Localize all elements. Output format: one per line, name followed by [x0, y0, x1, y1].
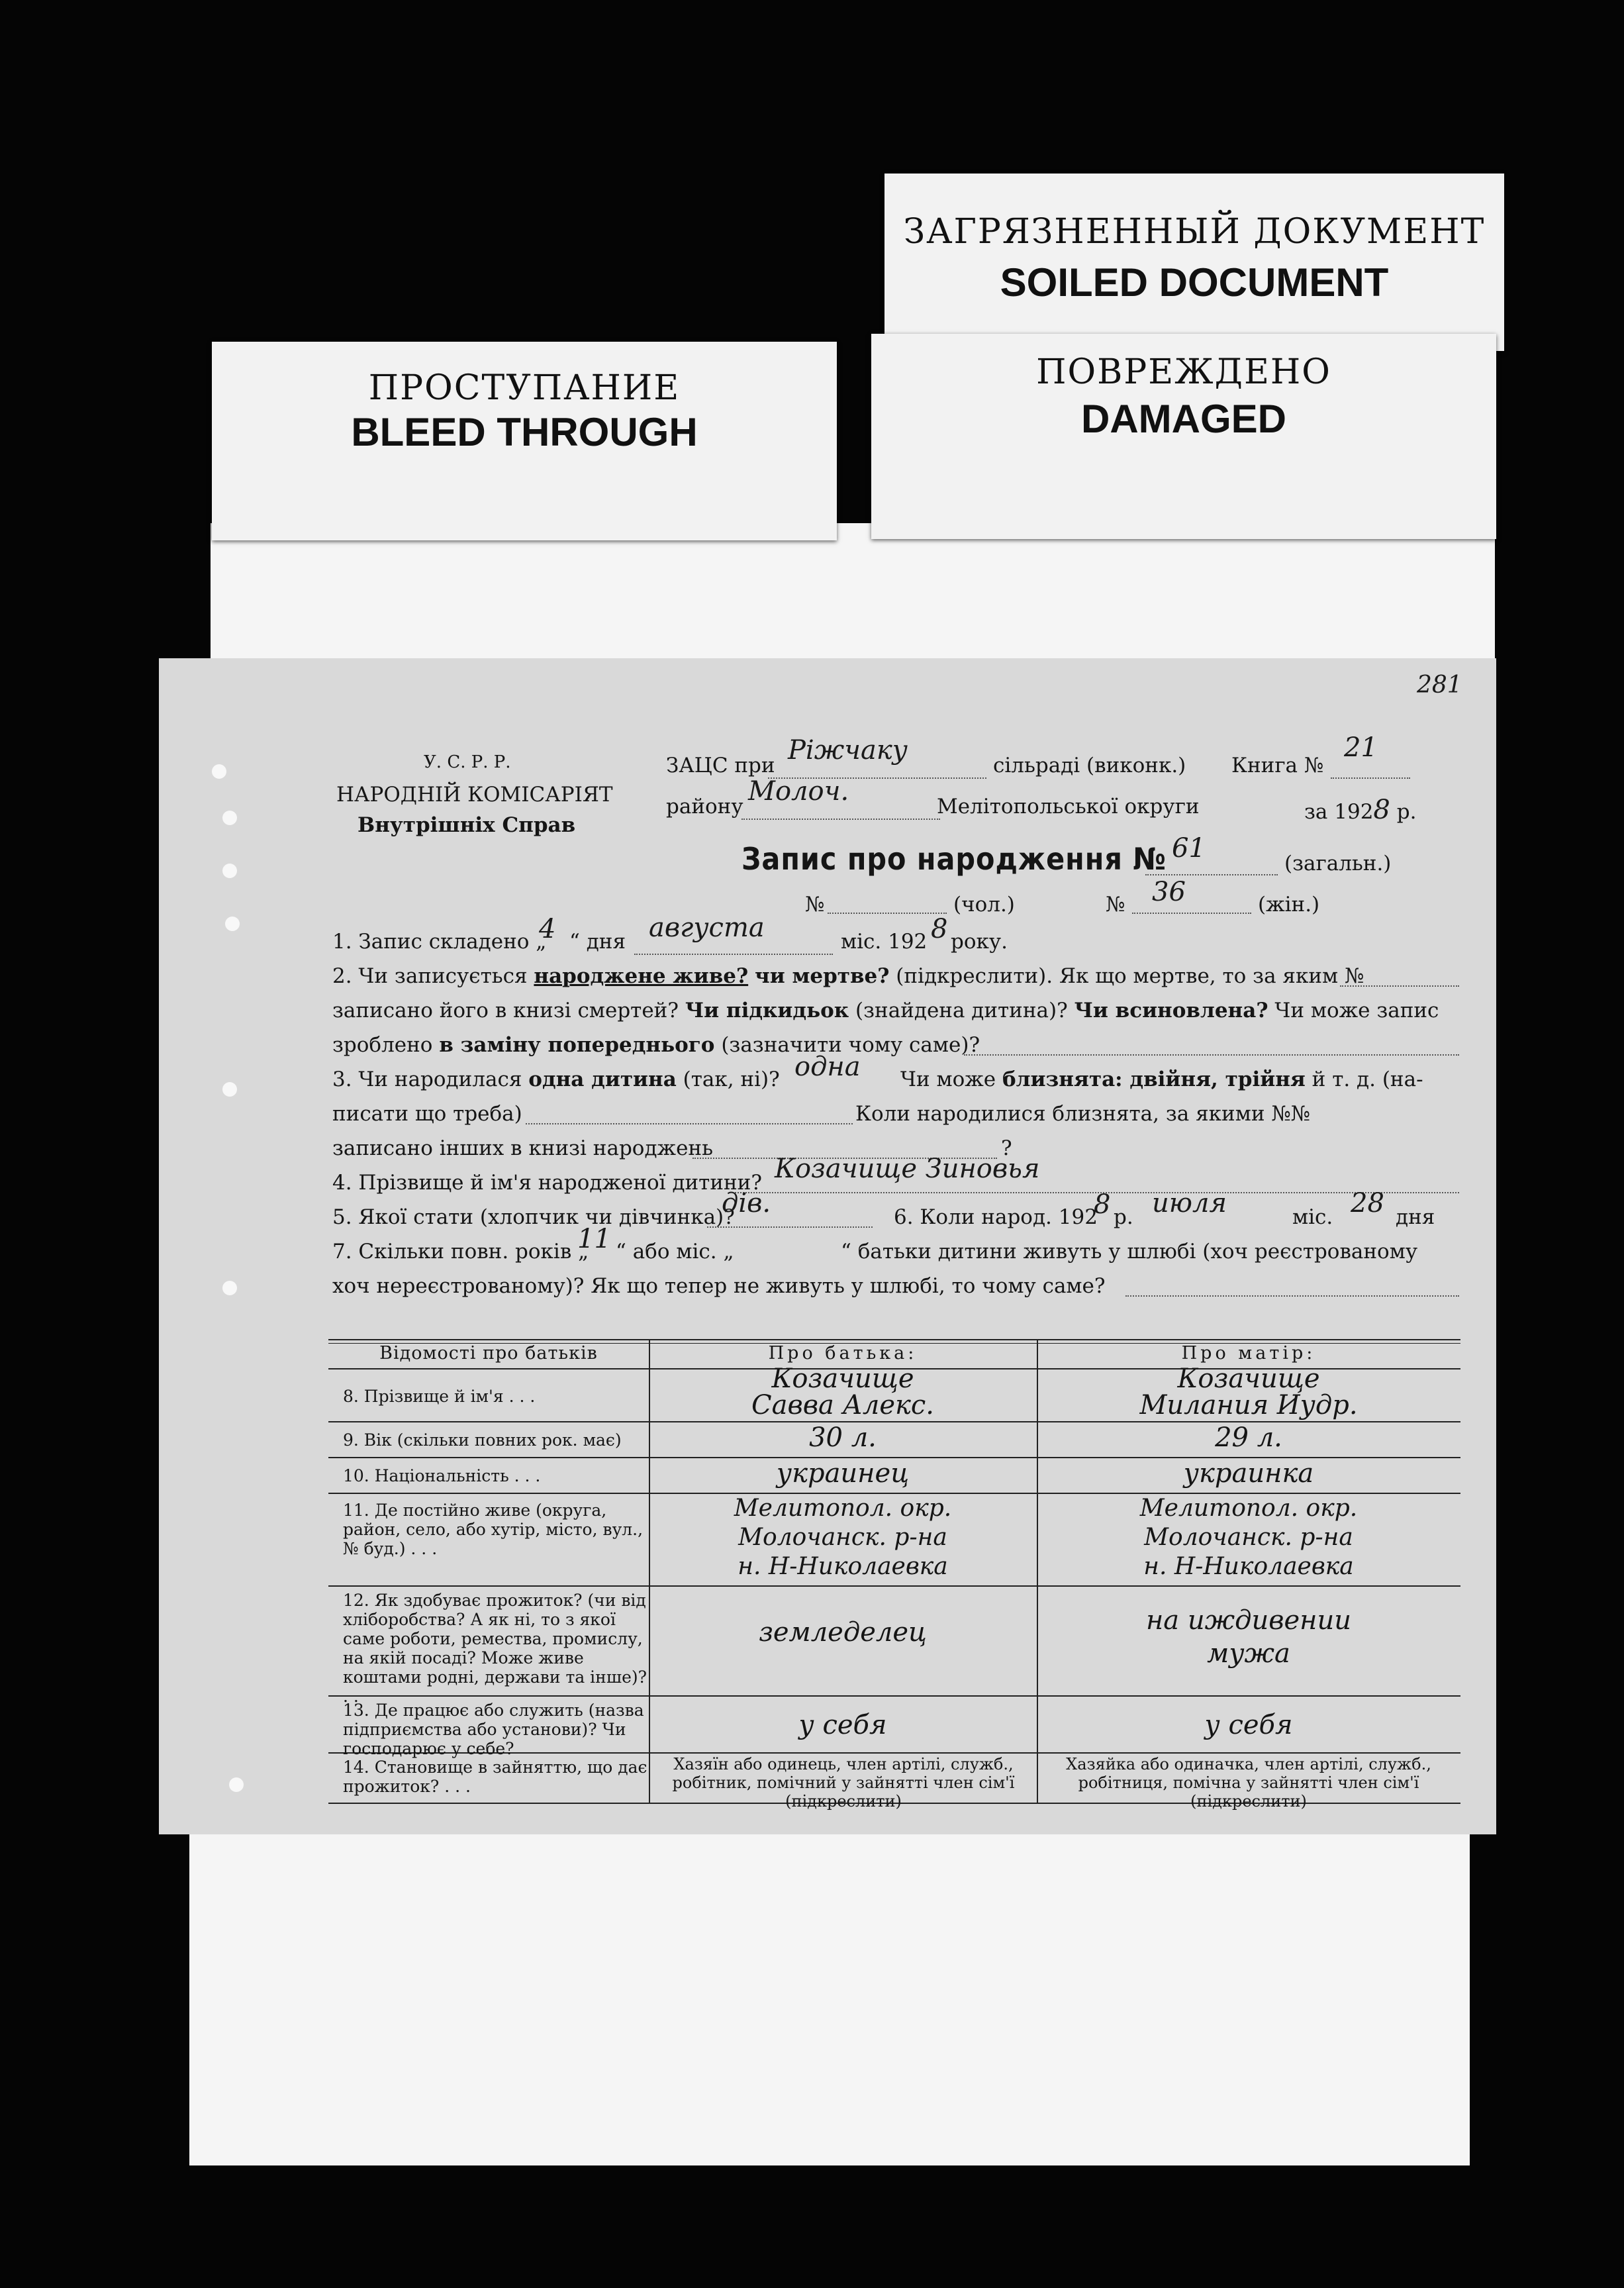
- mother-workplace: у себя: [1204, 1710, 1293, 1740]
- soiled-document-label: [884, 174, 1504, 351]
- row-label-employment: 14. Становище в зайняттю, що дає прожиток? . . .: [343, 1758, 647, 1796]
- male-suffix: (чол.): [953, 893, 1015, 917]
- damaged-label-ru: ПОВРЕЖДЕНО: [1036, 352, 1331, 392]
- q1-label: 1. Запис складено „: [332, 930, 547, 954]
- record-number-value: 61: [1172, 833, 1206, 864]
- dept-label: Внутрішніх Справ: [358, 813, 576, 837]
- year-value: 8: [1373, 795, 1390, 825]
- bleed-label-en: BLEED THROUGH: [351, 410, 698, 454]
- father-workplace: у себя: [798, 1710, 887, 1740]
- mother-employment-options: Хазяйка або одиначка, член артілі, служб., робітниця, помічна у зайнятті член сім'ї (підкреслити): [1066, 1755, 1431, 1811]
- punch-hole: [225, 917, 240, 931]
- birth-month-value: июля: [1152, 1188, 1227, 1219]
- female-number-value: 36: [1152, 877, 1186, 907]
- parents-table: [328, 1339, 1460, 1811]
- table-header-info: Відомості про батьків: [379, 1343, 598, 1364]
- male-no-label: №: [805, 893, 825, 917]
- father-residence: Мелитопол. окр. Молочанск. р-на н. Н-Николаевка: [734, 1495, 952, 1580]
- punch-hole: [212, 764, 226, 779]
- q2-text: 2. Чи записується народжене живе? чи мертве? (підкреслити). Як що мертве, то за яким №: [332, 964, 1364, 988]
- father-nationality: украинец: [776, 1458, 910, 1489]
- birth-day-value: 28: [1351, 1188, 1384, 1219]
- zags-label: ЗАЦС при: [666, 754, 775, 777]
- bottom-sheet: [189, 1815, 1470, 2165]
- commissariat-label: НАРОДНІЙ КОМІСАРІЯТ: [336, 783, 613, 807]
- mother-age: 29 л.: [1215, 1422, 1282, 1453]
- punch-hole: [222, 1082, 237, 1097]
- page-number: 281: [1417, 671, 1462, 699]
- female-suffix: (жін.): [1258, 893, 1320, 917]
- q1-year: 8: [931, 914, 948, 944]
- row-label-residence: 11. Де постійно живе (округа, район, село, або хутір, місто, вул., № буд.) . . .: [343, 1501, 644, 1558]
- child-sex-value: дів.: [722, 1188, 771, 1219]
- punch-hole: [222, 1281, 237, 1295]
- q1-month: августа: [649, 913, 765, 943]
- punch-hole: [229, 1777, 244, 1792]
- child-name-value: Козачище Зиновья: [775, 1154, 1040, 1184]
- marriage-years-value: 11: [577, 1224, 611, 1254]
- table-header-father: Про батька:: [768, 1343, 918, 1364]
- mother-name: Козачище Милания Иудр.: [1139, 1364, 1358, 1420]
- birth-record-form: 281 У. С. Р. Р. НАРОДНІЙ КОМІСАРІЯТ Внутрішніх Справ ЗАЦС при Ріжчаку сільраді (виконк.) Книга № 21 району Молоч. Мелітопольської округи за 1928 р. Запис про народження № 61 (загальн.) № (чол.) № 36 (жін.) 1. Запис складено „ 4 “ дня августа міс. 192 8 року. 2. Чи записується народжене живе? чи мертве? (підкреслити). Як що мертве, то за яким № записано його в книзі смертей? Чи підкидьок (знайдена дитина)? Чи всиновлена? Чи може запис зроблено в заміну попереднього (зазначити чому саме)? 3. Чи народилася одна дитина (так, ні)? одна Чи може близнята: двійня, трійня й т. д. (на- писати що треба) Коли народилися близнята, за якими №№ записано інших в книзі народжень ? 4. Прізвище й ім'я народженої дитини? Козачище Зиновья 5. Якої стати (хлопчик чи дівчинка)? дів. 6. Коли народ. 192 8 р. июля міс. 28 дня 7. Скільки повн. років „ 11 “ або міс. „ “ батьки дитини живуть у шлюбі (хоч реєстрованому хоч нереєстрованому)? Як що тепер не живуть у шлюбі, то чому саме? Відомості про батьків Про батька: Про матір: 8. Прізвище й ім'я . . . Козачище Савва Алекс. Козачище Милания Иудр. 9. Вік (скільки повних рок. має) 30 л. 29 л. 10. Національність . . . украинец украинка 11. Де постійно живе (округа, район, село, або хутір, місто, вул., № буд.) . . . Мелитопол. окр. Молочанск. р-на н. Н-Николаевка Мелитопол. окр. Молочанск. р-на н. Н-Николаевка 12. Як здобуває прожиток? (чи від хліборобства? А як ні, то з якої саме роботи, ремества, промислу, на якій посаді? Може живе коштами родні, держави та інше)? . . земледелец на иждивении мужа 13. Де працює або служить (назва підприємства або установи)? Чи господарює у себе? у себя у себя 14. Становище в зайняттю, що дає прожиток? . . . Хазяїн або одинець, член артілі, служб., робітник, помічний у зайнятті член сім'ї (підкреслити) Хазяйка або одиначка, член артілі, служб., робітниця, помічна у зайнятті член сім'ї (підкреслити): [159, 658, 1496, 1834]
- damaged-label-en: DAMAGED: [1081, 397, 1286, 441]
- row-label-name: 8. Прізвище й ім'я . . .: [343, 1387, 536, 1406]
- district-value: Молоч.: [748, 776, 849, 807]
- okrug-label: Мелітопольської округи: [937, 795, 1200, 819]
- mother-livelihood: на иждивении мужа: [1145, 1605, 1352, 1669]
- punch-hole: [222, 811, 237, 825]
- punch-hole: [222, 864, 237, 878]
- father-name: Козачище Савва Алекс.: [751, 1364, 934, 1420]
- soiled-label-ru: ЗАГРЯЗНЕННЫЙ ДОКУМЕНТ: [903, 212, 1486, 252]
- book-label: Книга №: [1231, 754, 1324, 777]
- damaged-label: [871, 334, 1496, 539]
- book-number-value: 21: [1344, 732, 1378, 763]
- father-employment-options: Хазяїн або одинець, член артілі, служб., робітник, помічний у зайнятті член сім'ї (підкреслити): [672, 1755, 1015, 1811]
- q1-day: 4: [539, 914, 556, 944]
- year-label: за 1928 р.: [1304, 795, 1417, 825]
- mother-residence: Мелитопол. окр. Молочанск. р-на н. Н-Николаевка: [1139, 1495, 1358, 1580]
- bleed-through-label: [212, 342, 837, 540]
- row-label-workplace: 13. Де працює або служить (назва підприємства або установи)? Чи господарює у себе?: [343, 1701, 644, 1758]
- q3-value: одна: [794, 1052, 861, 1082]
- female-no-label: №: [1106, 893, 1125, 917]
- soiled-label-en: SOILED DOCUMENT: [1000, 260, 1389, 305]
- bleed-label-ru: ПРОСТУПАНИЕ: [368, 368, 681, 408]
- table-header-mother: Про матір:: [1181, 1343, 1316, 1364]
- row-label-age: 9. Вік (скільки повних рок. має): [343, 1430, 622, 1450]
- row-label-livelihood: 12. Як здобуває прожиток? (чи від хліборобства? А як ні, то з якої саме роботи, ремества, промислу, на якій посаді? Може живе коштами родні, держави та інше)? . .: [343, 1591, 647, 1706]
- total-label: (загальн.): [1284, 852, 1392, 875]
- row-label-nationality: 10. Національність . . .: [343, 1466, 541, 1485]
- district-label: району: [666, 795, 743, 819]
- mother-nationality: украинка: [1183, 1458, 1314, 1489]
- council-label: сільраді (виконк.): [993, 754, 1186, 777]
- father-age: 30 л.: [809, 1422, 877, 1453]
- ussr-label: У. С. Р. Р.: [424, 752, 511, 772]
- village-council-value: Ріжчаку: [788, 735, 908, 766]
- record-title: Запис про народження №: [741, 841, 1167, 877]
- father-livelihood: земледелец: [759, 1617, 927, 1648]
- birth-year-value: 8: [1094, 1189, 1111, 1220]
